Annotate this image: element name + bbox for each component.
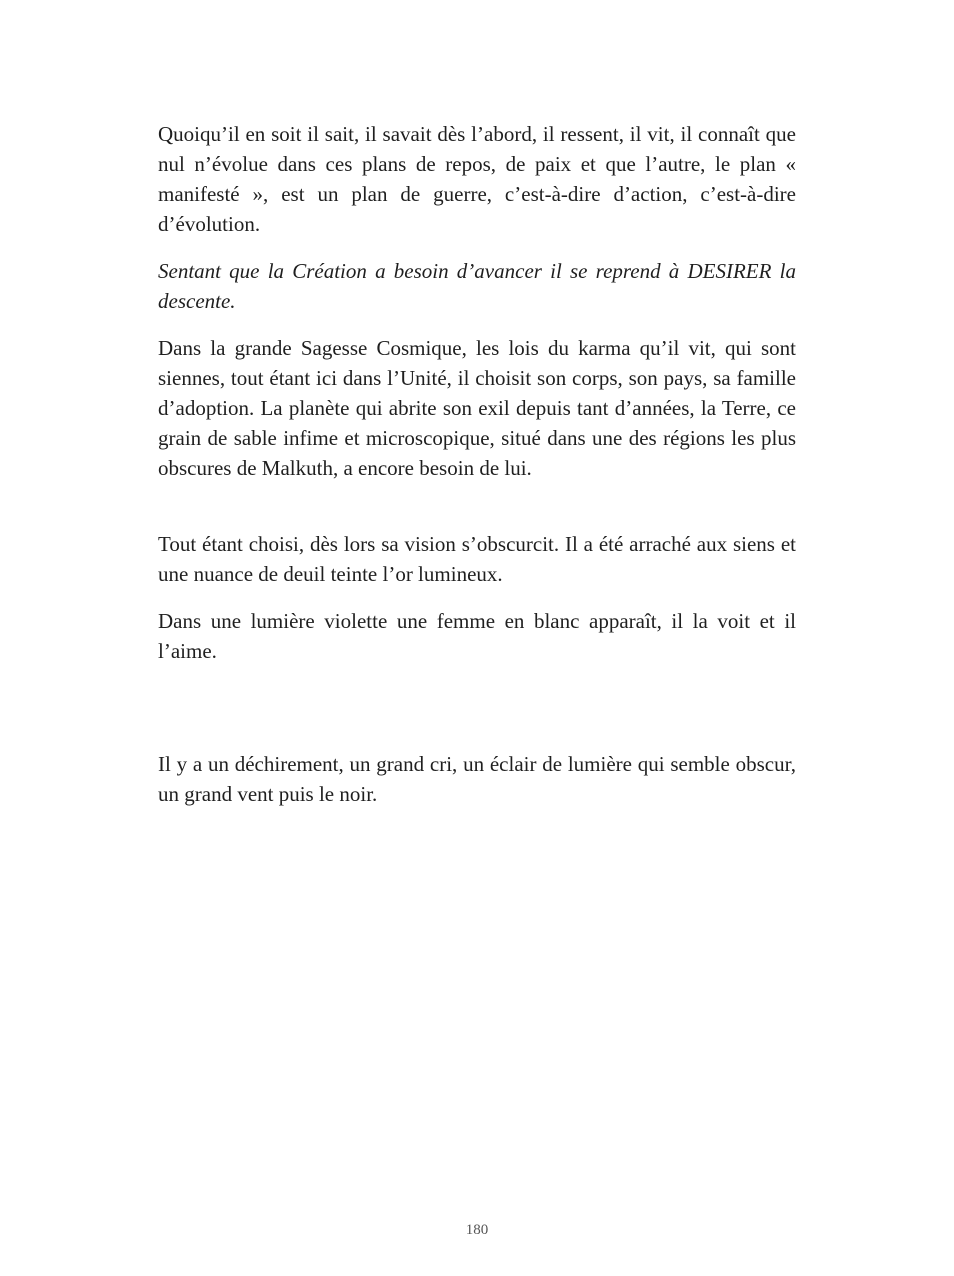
paragraph-5: Dans une lumière violette une femme en blanc apparaît, il la voit et il l’aime. bbox=[158, 609, 796, 663]
page-number: 180 bbox=[465, 1222, 489, 1238]
paragraph-1: Quoiqu’il en soit il sait, il savait dès l’abord, il ressent, il vit, il connaît que nul n’évolue dans ces plans de repos, de paix et que l’autre, le plan « manifesté », est un plan de guerre, c’est-à-dire d’action, c’est-à-dire d’évolution. bbox=[158, 122, 796, 236]
paragraph-4: Tout étant choisi, dès lors sa vision s’obscurcit. Il a été arraché aux siens et une nuance de deuil teinte l’or lumineux. bbox=[158, 532, 796, 586]
paragraph-2-italic: Sentant que la Création a besoin d’avancer il se reprend à DESIRER la descente. bbox=[158, 259, 796, 313]
paragraph-3: Dans la grande Sagesse Cosmique, les lois du karma qu’il vit, qui sont siennes, tout étant ici dans l’Unité, il choisit son corps, son pays, sa famille d’adoption. La planète qui abrite son exil depuis tant d’années, la Terre, ce grain de sable infime et microscopique, situé dans une des régions les plus obscures de Malkuth, a encore besoin de lui. bbox=[158, 336, 796, 480]
paragraph-6: Il y a un déchirement, un grand cri, un éclair de lumière qui semble obscur, un grand vent puis le noir. bbox=[158, 752, 796, 806]
